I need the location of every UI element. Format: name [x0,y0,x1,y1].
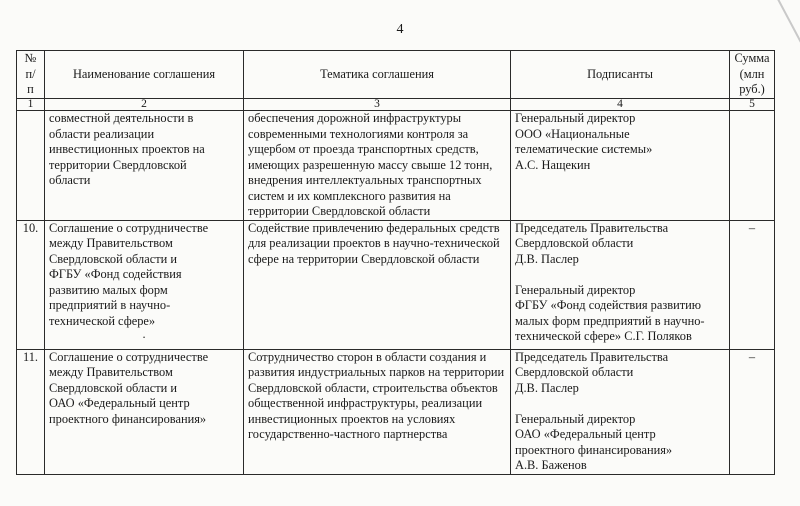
stray-dot-mark: . [142,327,146,341]
agreement-name: Соглашение о сотрудничестве между Правительством Свердловской области и ОАО «Федеральный центр проектного финансирования» [45,349,244,474]
row-number: 10. [17,220,45,349]
table-row [17,111,775,221]
header-num: № п/ п [17,51,45,99]
row-number: 11. [17,349,45,474]
header-name: Наименование соглашения [45,51,244,99]
scan-edge-mark [772,0,800,96]
agreement-signers: Генеральный директор ООО «Национальные телематические системы» А.С. Нащекин [511,111,730,221]
agreement-signers: Председатель Правительства Свердловской области Д.В. Паслер Генеральный директор ОАО «Федеральный центр проектного финансирования» А.В. Баженов [511,349,730,474]
table-row [17,220,775,349]
table-row [17,349,775,474]
header-theme: Тематика соглашения [244,51,511,99]
agreement-theme: обеспечения дорожной инфраструктуры современными технологиями контроля за ущербом от проезда транспортных средств, имеющих разрешенную массу свыше 12 тонн, внедрения интеллектуальных транспортных систем и их комплексного развития на территории Свердловской области [244,111,511,221]
agreement-signers: Председатель Правительства Свердловской области Д.В. Паслер Генеральный директор ФГБУ «Фонд содействия развитию малых форм предприятий в научно- технической сфере» С.Г. Поляков [511,220,730,349]
agreement-name-cell [45,220,244,349]
agreement-theme: Содействие привлечению федеральных средств для реализации проектов в научно-технической сфере на территории Свердловской области [244,220,511,349]
column-index: 2 [45,99,244,111]
agreement-sum: – [730,220,775,349]
header-sum: Сумма (млн руб.) [730,51,775,99]
row-number [17,111,45,221]
header-signers: Подписанты [511,51,730,99]
column-index: 5 [730,99,775,111]
agreement-theme: Сотрудничество сторон в области создания и развития индустриальных парков на территории Свердловской области, строительства объектов общественной инфраструктуры, реализации инвестиционных проектов на условиях государственно-частного партнерства [244,349,511,474]
column-index: 3 [244,99,511,111]
agreement-name: совместной деятельности в области реализации инвестиционных проектов на территории Свердловской области [45,111,244,221]
column-index: 4 [511,99,730,111]
agreement-name: Соглашение о сотрудничестве между Правительством Свердловской области и ФГБУ «Фонд содействия развитию малых форм предприятий в научно- технической сфере» [49,220,209,328]
column-index-row [17,99,775,111]
agreement-sum: – [730,349,775,474]
agreement-sum [730,111,775,221]
agreements-table [16,50,775,475]
column-index: 1 [17,99,45,111]
table-header-row [17,51,775,99]
page-number: 4 [396,22,404,37]
